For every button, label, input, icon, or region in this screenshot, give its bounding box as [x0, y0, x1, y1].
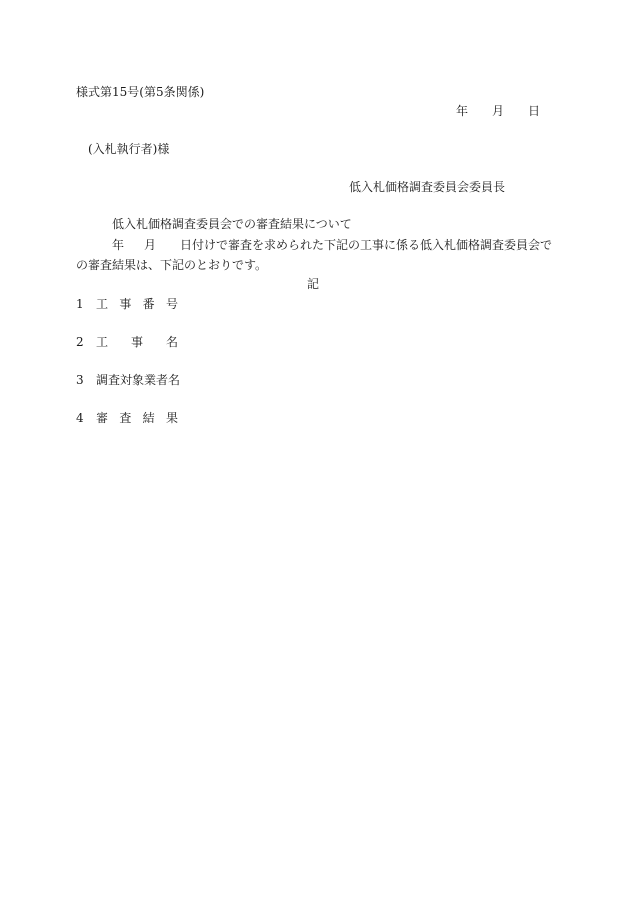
item-label: 調査対象業者名: [96, 373, 181, 387]
item-label: 工事番号: [96, 297, 178, 311]
sender: 低入札価格調査委員会委員長: [349, 180, 506, 194]
subject: 低入札価格調査委員会での審査結果について: [112, 217, 352, 231]
form-number: 様式第15号(第5条関係): [76, 85, 205, 99]
body-line-2: の審査結果は、下記のとおりです。: [76, 258, 268, 272]
item-label: 工事名: [96, 335, 178, 349]
ki-heading: 記: [307, 277, 320, 291]
list-item: [76, 372, 181, 388]
list-item: [76, 334, 178, 350]
addressee: (入札執行者)様: [88, 142, 170, 156]
list-item: [76, 410, 178, 426]
item-number: 3: [76, 373, 84, 387]
body-month: 月: [144, 238, 157, 252]
item-label: 審査結果: [96, 411, 178, 425]
item-number: 2: [76, 335, 84, 349]
list-item: [76, 296, 178, 312]
body-line-1: [112, 237, 552, 253]
item-number: 4: [76, 411, 84, 425]
body-text-1: 日付けで審査を求められた下記の工事に係る低入札価格調査委員会で: [180, 238, 553, 252]
body-year: 年: [112, 238, 125, 252]
date-year: 年: [456, 104, 469, 118]
date-month: 月: [492, 104, 505, 118]
date-day: 日: [528, 104, 541, 118]
date-line: [456, 103, 540, 119]
item-number: 1: [76, 297, 84, 311]
